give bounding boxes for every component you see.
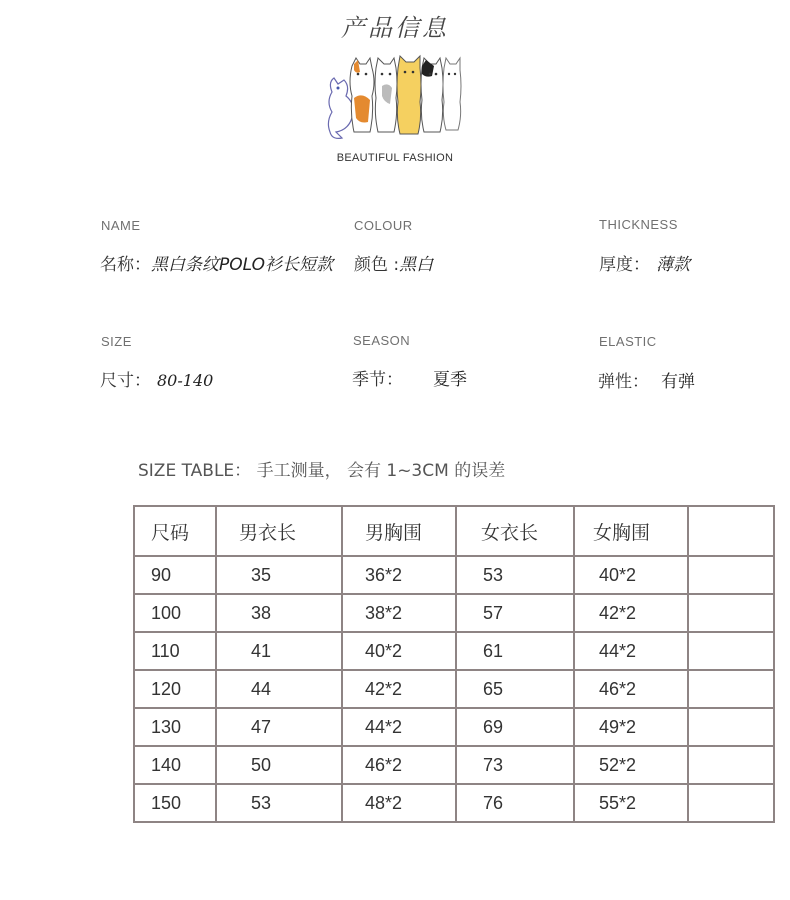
table-cell: 48*2: [342, 784, 456, 822]
colour-value: 黑白: [399, 255, 434, 275]
table-cell: 52*2: [574, 746, 688, 784]
table-row: [134, 556, 774, 594]
header-cell: 女衣长: [456, 506, 574, 556]
table-cell: 55*2: [574, 784, 688, 822]
table-cell: [688, 556, 774, 594]
table-cell: [688, 746, 774, 784]
table-cell: [688, 670, 774, 708]
table-header-row: [134, 506, 774, 556]
thickness-value: 薄款: [656, 255, 690, 275]
elastic-value: 有弹: [661, 372, 695, 392]
size-table: [133, 505, 775, 823]
size-table-title: SIZE TABLE： 手工测量， 会有 1~3CM 的误差: [138, 461, 506, 481]
logo-text: BEAUTIFUL FASHION: [336, 152, 454, 164]
table-cell: 47: [216, 708, 342, 746]
header-cell: 女胸围: [574, 506, 688, 556]
cats-logo: [322, 52, 462, 152]
table-cell: 42*2: [574, 594, 688, 632]
table-cell: [688, 784, 774, 822]
name-label: NAME: [101, 218, 141, 233]
size-field: [100, 366, 213, 391]
cat-grey-icon: [375, 58, 397, 132]
table-cell: 53: [456, 556, 574, 594]
table-cell: 120: [134, 670, 216, 708]
table-row: [134, 746, 774, 784]
table-cell: 46*2: [574, 670, 688, 708]
table-cell: 49*2: [574, 708, 688, 746]
table-cell: 46*2: [342, 746, 456, 784]
table-cell: 53: [216, 784, 342, 822]
table-cell: 35: [216, 556, 342, 594]
size-key: 尺寸：: [100, 371, 151, 391]
table-cell: [688, 632, 774, 670]
table-cell: 42*2: [342, 670, 456, 708]
table-cell: 38*2: [342, 594, 456, 632]
elastic-field: [598, 367, 695, 392]
header-cell: 男衣长: [216, 506, 342, 556]
cat-yellow-icon: [397, 56, 421, 134]
table-cell: 57: [456, 594, 574, 632]
size-value: 80-140: [157, 371, 214, 390]
colour-key: 颜色 :: [354, 255, 400, 275]
thickness-label: THICKNESS: [599, 217, 678, 232]
cat-black-icon: [421, 58, 443, 132]
cat-orange-icon: [350, 58, 374, 132]
cat-blue-icon: [328, 78, 353, 138]
page-title: 产品信息: [341, 14, 449, 42]
season-label: SEASON: [353, 333, 411, 348]
table-row: [134, 708, 774, 746]
size-label: SIZE: [101, 334, 132, 349]
table-cell: 69: [456, 708, 574, 746]
table-cell: 73: [456, 746, 574, 784]
table-cell: 65: [456, 670, 574, 708]
table-cell: 44*2: [574, 632, 688, 670]
table-cell: [688, 594, 774, 632]
season-key: 季节：: [352, 370, 403, 390]
name-value: 黑白条纹POLO衫长短款: [151, 255, 333, 275]
table-cell: 90: [134, 556, 216, 594]
table-row: [134, 670, 774, 708]
season-value: 夏季: [433, 370, 467, 390]
table-cell: 140: [134, 746, 216, 784]
table-cell: [688, 708, 774, 746]
colour-label: COLOUR: [354, 218, 413, 233]
elastic-key: 弹性：: [598, 372, 649, 392]
colour-field: [354, 250, 433, 275]
cat-white-icon: [443, 58, 461, 130]
table-cell: 44*2: [342, 708, 456, 746]
header-cell: [688, 506, 774, 556]
thickness-field: [599, 250, 690, 275]
table-cell: 40*2: [574, 556, 688, 594]
table-cell: 76: [456, 784, 574, 822]
header-cell: 男胸围: [342, 506, 456, 556]
thickness-key: 厚度：: [599, 255, 650, 275]
header-cell: 尺码: [134, 506, 216, 556]
table-cell: 110: [134, 632, 216, 670]
table-row: [134, 632, 774, 670]
table-cell: 50: [216, 746, 342, 784]
table-cell: 61: [456, 632, 574, 670]
table-cell: 100: [134, 594, 216, 632]
elastic-label: ELASTIC: [599, 334, 657, 349]
table-cell: 150: [134, 784, 216, 822]
table-cell: 38: [216, 594, 342, 632]
name-field: [100, 250, 333, 275]
season-field: [352, 365, 467, 390]
table-row: [134, 784, 774, 822]
table-row: [134, 594, 774, 632]
table-cell: 44: [216, 670, 342, 708]
table-cell: 40*2: [342, 632, 456, 670]
table-cell: 130: [134, 708, 216, 746]
table-cell: 36*2: [342, 556, 456, 594]
name-key: 名称：: [100, 255, 151, 275]
table-cell: 41: [216, 632, 342, 670]
